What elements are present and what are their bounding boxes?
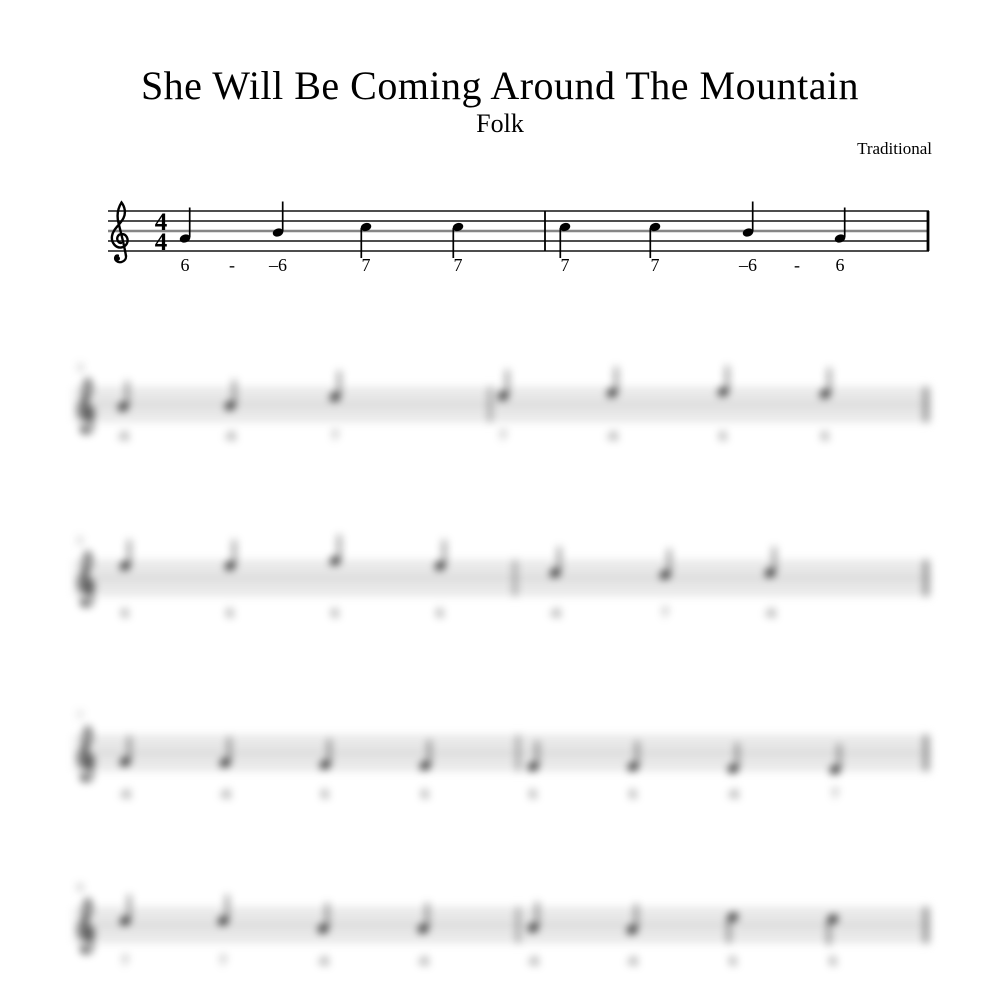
tab-number: -6 (527, 953, 539, 968)
tab-number: -6 (417, 953, 429, 968)
note (727, 912, 738, 943)
note (717, 366, 728, 397)
note (452, 222, 465, 258)
tab-number: 7 (650, 255, 660, 275)
note (606, 367, 617, 398)
tab-number: -6 (117, 428, 129, 443)
note (117, 381, 128, 412)
staff-system-1 (0, 190, 1000, 285)
note (224, 380, 235, 411)
note (179, 208, 192, 244)
treble-clef-icon (79, 552, 93, 605)
note (119, 736, 130, 767)
tab-number: 6 (321, 786, 329, 801)
measure-number: 7 (77, 711, 83, 722)
note (119, 540, 130, 571)
note (119, 895, 130, 926)
note (527, 902, 538, 933)
note (217, 895, 228, 926)
tab-number: -6 (224, 428, 236, 443)
treble-clef-icon (112, 203, 128, 263)
tab-number: 6 (629, 786, 637, 801)
tab-number: 6 (835, 255, 845, 275)
treble-clef-icon (79, 379, 93, 432)
tab-number: 6 (121, 605, 129, 620)
treble-clef-icon (79, 727, 93, 780)
note (527, 741, 538, 772)
tab-number: 6 (331, 605, 339, 620)
note (272, 202, 285, 238)
tab-number: -6 (317, 953, 329, 968)
tab-number: -6 (219, 786, 231, 801)
tab-number: 6 (821, 428, 829, 443)
song-genre: Folk (476, 109, 524, 138)
note (434, 540, 445, 571)
note (224, 540, 235, 571)
blurred-staff-middle-line (74, 923, 931, 927)
staff-system-blurred-2 (0, 337, 1000, 455)
measure-number: 3 (77, 363, 83, 374)
tab-number: 7 (121, 953, 129, 968)
time-signature-bottom: 4 (154, 229, 168, 256)
tab-number: 6 (436, 605, 444, 620)
note (834, 208, 847, 244)
note (219, 737, 230, 768)
tab-number: -6 (764, 605, 776, 620)
tab-number: 7 (453, 255, 463, 275)
composer-credit: Traditional (857, 139, 932, 158)
tab-number: - (229, 255, 235, 275)
time-signature-top: 4 (154, 209, 168, 236)
tab-number: 7 (361, 255, 371, 275)
tab-number: - (794, 255, 800, 275)
tab-number: 7 (661, 605, 669, 620)
blurred-staff-band (74, 560, 931, 596)
note (417, 903, 428, 934)
blurred-staff-middle-line (74, 576, 931, 580)
tab-number: 6 (180, 255, 190, 275)
tab-number: -6 (119, 786, 131, 801)
tab-number: -6 (549, 605, 561, 620)
note (360, 222, 373, 258)
note (329, 371, 340, 402)
note (627, 741, 638, 772)
tab-number: 6 (719, 428, 727, 443)
tab-number: -6 (626, 953, 638, 968)
measure-number: 9 (77, 883, 83, 894)
note (764, 547, 775, 578)
tab-number: 6 (226, 605, 234, 620)
note (549, 547, 560, 578)
tab-number: 6 (829, 953, 837, 968)
tab-number: –6 (739, 255, 757, 275)
blurred-staff-band (74, 387, 931, 422)
note (819, 368, 830, 399)
blurred-staff-middle-line (74, 402, 931, 406)
tab-number: 7 (560, 255, 570, 275)
note (497, 370, 508, 401)
tab-number: –6 (269, 255, 287, 275)
tab-number: 6 (729, 953, 737, 968)
tab-number: -6 (727, 786, 739, 801)
note (319, 739, 330, 770)
treble-clef-icon (79, 899, 93, 952)
staff-system-blurred-5 (0, 857, 1000, 980)
note (626, 904, 637, 935)
blurred-staff-band (74, 735, 931, 771)
blurred-staff-band (74, 907, 931, 943)
tab-number: 7 (831, 786, 839, 801)
tab-number: 6 (529, 786, 537, 801)
tab-number: -6 (606, 428, 618, 443)
note (559, 222, 572, 258)
song-title: She Will Be Coming Around The Mountain (140, 63, 860, 108)
tab-number: 7 (499, 428, 507, 443)
note (659, 549, 670, 580)
note (829, 744, 840, 775)
blurred-staff-middle-line (74, 751, 931, 755)
tab-number: 7 (219, 953, 227, 968)
note (742, 202, 755, 238)
tab-number: 7 (331, 428, 339, 443)
note (727, 743, 738, 774)
measure-number: 5 (77, 536, 83, 547)
note (329, 535, 340, 566)
note (649, 222, 662, 258)
note (419, 740, 430, 771)
staff-system-blurred-4 (0, 685, 1000, 813)
tab-number: 6 (421, 786, 429, 801)
note (827, 914, 838, 945)
staff-system-blurred-3 (0, 510, 1000, 632)
note (317, 903, 328, 934)
